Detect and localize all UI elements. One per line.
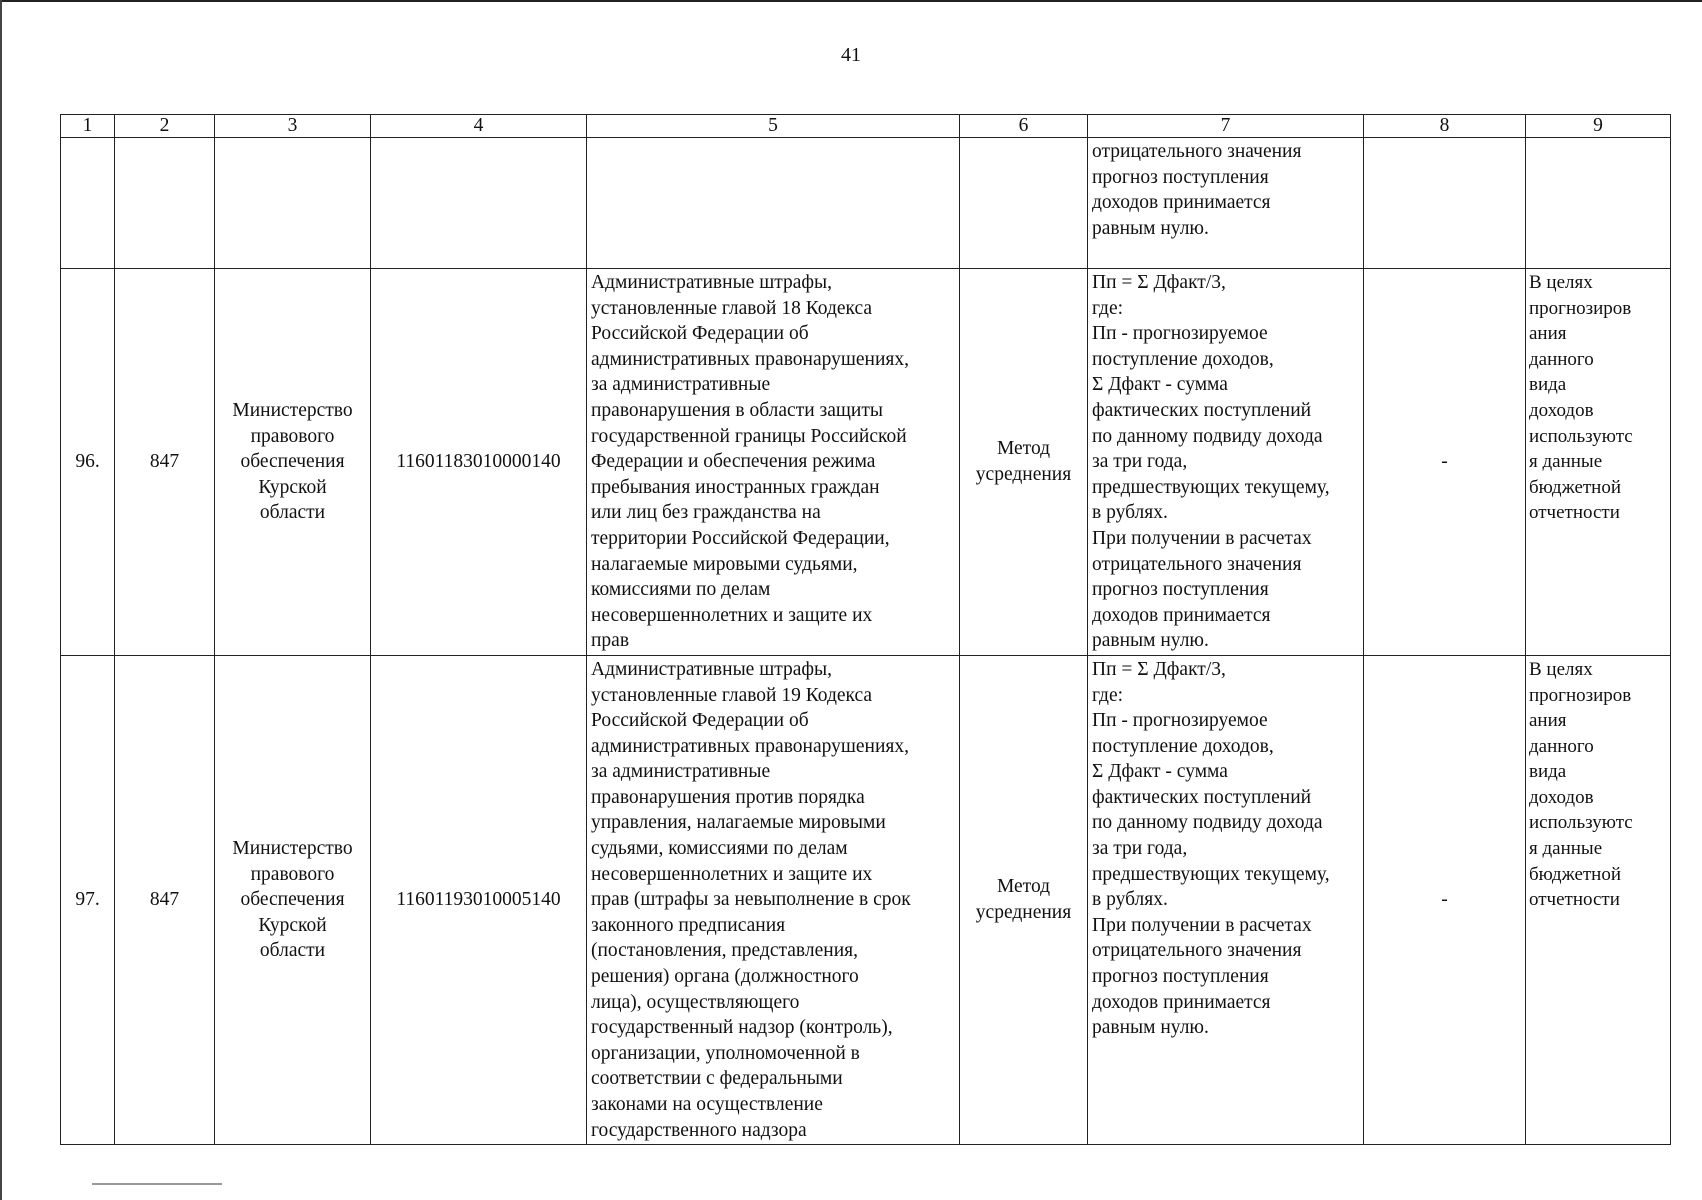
column-8-value: - [1364, 655, 1526, 1144]
revenue-name: Административные штрафы, установленные главой 19 Кодекса Российской Федерации об административных правонарушениях, за административные правонарушения против порядка управления, налагаемые мировыми судьями, комиссиями по делам несовершеннолетних и защите их прав (штрафы за невыполнение в срок законного предписания (постановления, представления, решения) органа (должностного лица), осуществляющего государственный надзор (контроль), организации, уполномоченной в соответствии с федеральными законами на осуществление государственного надзора [587, 655, 960, 1144]
table-row [61, 655, 1671, 1144]
page-number: 41 [841, 44, 861, 66]
forecast-method: Метод усреднения [960, 655, 1088, 1144]
kbk-code: 11601183010000140 [371, 269, 587, 656]
column-header: 3 [215, 115, 371, 138]
page-left-border [0, 0, 2, 1200]
administrator-code: 847 [115, 269, 215, 656]
row-number: 96. [61, 269, 115, 656]
column-header: 7 [1088, 115, 1364, 138]
table-cell-empty [61, 138, 115, 269]
kbk-code: 11601193010005140 [371, 655, 587, 1144]
column-header: 4 [371, 115, 587, 138]
column-header: 6 [960, 115, 1088, 138]
table-header-row [61, 115, 1671, 138]
revenue-forecast-table [60, 114, 1671, 1145]
column-header: 2 [115, 115, 215, 138]
scan-artifact-line [92, 1183, 222, 1185]
column-header: 1 [61, 115, 115, 138]
page-top-border [0, 0, 1702, 2]
table-cell-empty [215, 138, 371, 269]
table-cell-empty [115, 138, 215, 269]
administrator-name: Министерство правового обеспечения Курской области [215, 655, 371, 1144]
formula-cell: Пп = Σ Дфакт/3, где: Пп - прогнозируемое поступление доходов, Σ Дфакт - сумма фактических поступлений по данному подвиду дохода за три года, предшествующих текущему, в рублях. При получении в расчетах отрицательного значения прогноз поступления доходов принимается равным нулю. [1088, 269, 1364, 656]
table-cell-empty [587, 138, 960, 269]
column-8-value: - [1364, 269, 1526, 656]
table-cell-empty [1364, 138, 1526, 269]
administrator-name: Министерство правового обеспечения Курской области [215, 269, 371, 656]
row-number: 97. [61, 655, 115, 1144]
administrator-code: 847 [115, 655, 215, 1144]
column-header: 9 [1526, 115, 1671, 138]
forecast-method: Метод усреднения [960, 269, 1088, 656]
note-cell: В целях прогнозиров ания данного вида доходов используютс я данные бюджетной отчетности [1526, 269, 1671, 656]
table-cell-empty [960, 138, 1088, 269]
column-header: 8 [1364, 115, 1526, 138]
column-header: 5 [587, 115, 960, 138]
formula-cell: отрицательного значения прогноз поступления доходов принимается равным нулю. [1088, 138, 1364, 269]
table-cell-empty [1526, 138, 1671, 269]
revenue-name: Административные штрафы, установленные главой 18 Кодекса Российской Федерации об административных правонарушениях, за административные правонарушения в области защиты государственной границы Российской Федерации и обеспечения режима пребывания иностранных граждан или лиц без гражданства на территории Российской Федерации, налагаемые мировыми судьями, комиссиями по делам несовершеннолетних и защите их прав [587, 269, 960, 656]
note-cell: В целях прогнозиров ания данного вида доходов используютс я данные бюджетной отчетности [1526, 655, 1671, 1144]
table-cell-empty [371, 138, 587, 269]
table-row-continuation [61, 138, 1671, 269]
table-row [61, 269, 1671, 656]
formula-cell: Пп = Σ Дфакт/3, где: Пп - прогнозируемое поступление доходов, Σ Дфакт - сумма фактических поступлений по данному подвиду дохода за три года, предшествующих текущему, в рублях. При получении в расчетах отрицательного значения прогноз поступления доходов принимается равным нулю. [1088, 655, 1364, 1144]
